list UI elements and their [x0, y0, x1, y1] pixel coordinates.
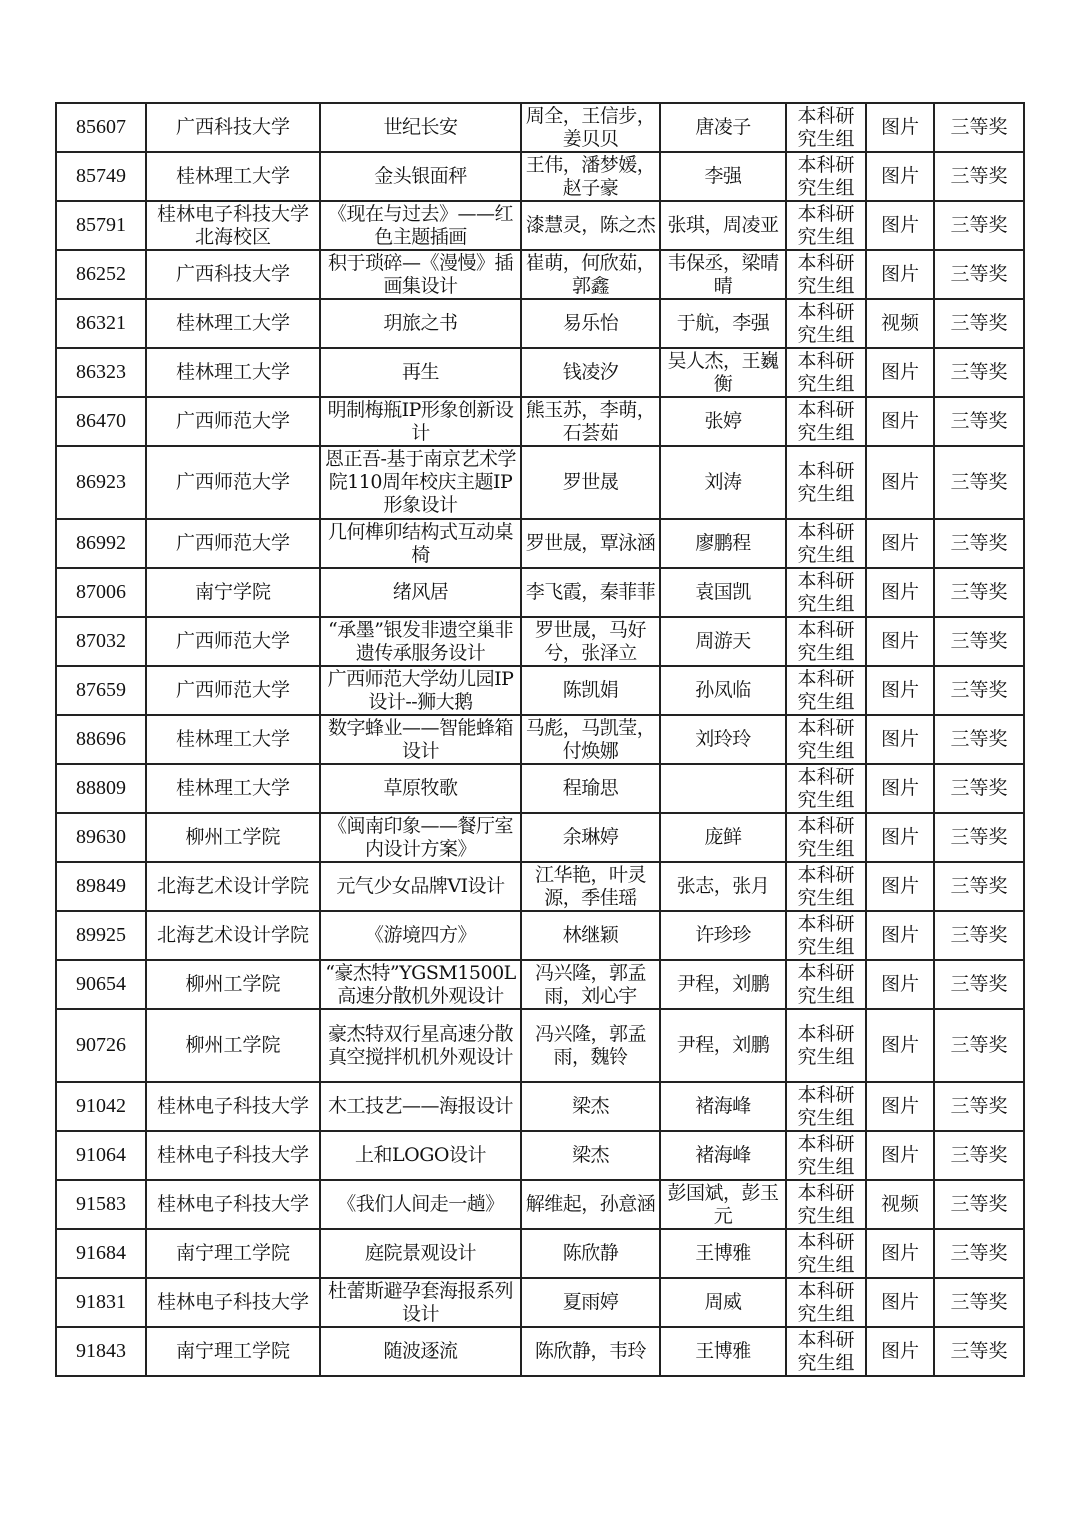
table-row: [56, 1009, 1024, 1082]
work-title-cell: 《我们人间走一趟》: [320, 1180, 521, 1229]
authors-cell: 王伟，潘梦媛，赵子豪: [521, 152, 660, 201]
group-cell: 本科研究生组: [786, 1229, 866, 1278]
table-row: [56, 666, 1024, 715]
work-title-cell: 恩正吾-基于南京艺术学院110周年校庆主题IP形象设计: [320, 446, 521, 519]
advisor-cell: 李强: [660, 152, 786, 201]
school-cell: 桂林理工大学: [146, 348, 320, 397]
award-cell: 三等奖: [934, 960, 1024, 1009]
authors-cell: 夏雨婷: [521, 1278, 660, 1327]
group-cell: 本科研究生组: [786, 446, 866, 519]
work-type-cell: 图片: [866, 1278, 934, 1327]
work-type-cell: 图片: [866, 862, 934, 911]
authors-cell: 梁杰: [521, 1082, 660, 1131]
advisor-cell: 刘涛: [660, 446, 786, 519]
authors-cell: 易乐怡: [521, 299, 660, 348]
table-row: [56, 764, 1024, 813]
table-row: [56, 201, 1024, 250]
award-cell: 三等奖: [934, 813, 1024, 862]
award-cell: 三等奖: [934, 1229, 1024, 1278]
group-cell: 本科研究生组: [786, 201, 866, 250]
authors-cell: 罗世晟，覃泳涵: [521, 519, 660, 568]
award-table: [55, 102, 1025, 1377]
school-cell: 桂林电子科技大学: [146, 1082, 320, 1131]
work-title-cell: 几何榫卯结构式互动桌椅: [320, 519, 521, 568]
work-type-cell: 图片: [866, 617, 934, 666]
table-row: [56, 446, 1024, 519]
school-cell: 桂林电子科技大学北海校区: [146, 201, 320, 250]
advisor-cell: 唐凌子: [660, 103, 786, 152]
school-cell: 广西师范大学: [146, 519, 320, 568]
work-type-cell: 图片: [866, 568, 934, 617]
table-row: [56, 1327, 1024, 1376]
table-row: [56, 960, 1024, 1009]
table-row: [56, 250, 1024, 299]
school-cell: 柳州工学院: [146, 960, 320, 1009]
authors-cell: 钱凌汐: [521, 348, 660, 397]
work-title-cell: 木工技艺——海报设计: [320, 1082, 521, 1131]
work-title-cell: 上和LOGO设计: [320, 1131, 521, 1180]
entry-id-cell: 87032: [56, 617, 146, 666]
school-cell: 柳州工学院: [146, 1009, 320, 1082]
work-title-cell: 再生: [320, 348, 521, 397]
award-cell: 三等奖: [934, 348, 1024, 397]
school-cell: 北海艺术设计学院: [146, 911, 320, 960]
work-title-cell: 《闽南印象——餐厅室内设计方案》: [320, 813, 521, 862]
advisor-cell: 许珍珍: [660, 911, 786, 960]
work-title-cell: 元气少女品牌VI设计: [320, 862, 521, 911]
entry-id-cell: 86470: [56, 397, 146, 446]
group-cell: 本科研究生组: [786, 813, 866, 862]
award-cell: 三等奖: [934, 666, 1024, 715]
table-row: [56, 1082, 1024, 1131]
advisor-cell: 王博雅: [660, 1229, 786, 1278]
work-type-cell: 图片: [866, 446, 934, 519]
entry-id-cell: 85791: [56, 201, 146, 250]
work-type-cell: 图片: [866, 519, 934, 568]
entry-id-cell: 90654: [56, 960, 146, 1009]
table-row: [56, 1278, 1024, 1327]
award-cell: 三等奖: [934, 1009, 1024, 1082]
authors-cell: 解维起，孙意涵: [521, 1180, 660, 1229]
advisor-cell: 尹程，刘鹏: [660, 1009, 786, 1082]
advisor-cell: 刘玲玲: [660, 715, 786, 764]
advisor-cell: 尹程，刘鹏: [660, 960, 786, 1009]
authors-cell: 崔萌，何欣茹，郭鑫: [521, 250, 660, 299]
entry-id-cell: 86992: [56, 519, 146, 568]
advisor-cell: 袁国凯: [660, 568, 786, 617]
school-cell: 桂林电子科技大学: [146, 1278, 320, 1327]
group-cell: 本科研究生组: [786, 1131, 866, 1180]
school-cell: 桂林理工大学: [146, 715, 320, 764]
group-cell: 本科研究生组: [786, 764, 866, 813]
authors-cell: 周全，王信步，姜贝贝: [521, 103, 660, 152]
authors-cell: 马彪，马凯莹，付焕娜: [521, 715, 660, 764]
group-cell: 本科研究生组: [786, 299, 866, 348]
entry-id-cell: 91684: [56, 1229, 146, 1278]
entry-id-cell: 87659: [56, 666, 146, 715]
table-row: [56, 617, 1024, 666]
school-cell: 北海艺术设计学院: [146, 862, 320, 911]
group-cell: 本科研究生组: [786, 103, 866, 152]
school-cell: 南宁学院: [146, 568, 320, 617]
work-type-cell: 视频: [866, 1180, 934, 1229]
work-title-cell: 积于琐碎—《漫慢》插画集设计: [320, 250, 521, 299]
table-row: [56, 299, 1024, 348]
group-cell: 本科研究生组: [786, 911, 866, 960]
group-cell: 本科研究生组: [786, 1082, 866, 1131]
entry-id-cell: 85749: [56, 152, 146, 201]
work-type-cell: 图片: [866, 1082, 934, 1131]
entry-id-cell: 87006: [56, 568, 146, 617]
entry-id-cell: 90726: [56, 1009, 146, 1082]
group-cell: 本科研究生组: [786, 348, 866, 397]
work-title-cell: “豪杰特”YGSM1500L高速分散机外观设计: [320, 960, 521, 1009]
advisor-cell: 庞鲜: [660, 813, 786, 862]
award-cell: 三等奖: [934, 201, 1024, 250]
table-row: [56, 103, 1024, 152]
authors-cell: 罗世晟，马好兮，张泽立: [521, 617, 660, 666]
table-row: [56, 152, 1024, 201]
group-cell: 本科研究生组: [786, 617, 866, 666]
group-cell: 本科研究生组: [786, 250, 866, 299]
school-cell: 桂林理工大学: [146, 764, 320, 813]
table-row: [56, 911, 1024, 960]
advisor-cell: 韦保丞，梁晴晴: [660, 250, 786, 299]
work-title-cell: 随波逐流: [320, 1327, 521, 1376]
advisor-cell: 褚海峰: [660, 1082, 786, 1131]
entry-id-cell: 91583: [56, 1180, 146, 1229]
table-row: [56, 519, 1024, 568]
work-type-cell: 图片: [866, 348, 934, 397]
award-cell: 三等奖: [934, 617, 1024, 666]
advisor-cell: 孙凤临: [660, 666, 786, 715]
award-cell: 三等奖: [934, 764, 1024, 813]
award-cell: 三等奖: [934, 299, 1024, 348]
advisor-cell: 张琪，周凌亚: [660, 201, 786, 250]
work-type-cell: 图片: [866, 152, 934, 201]
group-cell: 本科研究生组: [786, 1009, 866, 1082]
advisor-cell: 王博雅: [660, 1327, 786, 1376]
group-cell: 本科研究生组: [786, 666, 866, 715]
school-cell: 桂林电子科技大学: [146, 1180, 320, 1229]
work-title-cell: 广西师范大学幼儿园IP设计--狮大鹅: [320, 666, 521, 715]
work-type-cell: 图片: [866, 1229, 934, 1278]
work-title-cell: 草原牧歌: [320, 764, 521, 813]
award-cell: 三等奖: [934, 568, 1024, 617]
group-cell: 本科研究生组: [786, 568, 866, 617]
table-row: [56, 397, 1024, 446]
entry-id-cell: 91064: [56, 1131, 146, 1180]
authors-cell: 江华艳，叶灵源，季佳瑶: [521, 862, 660, 911]
work-title-cell: 《游境四方》: [320, 911, 521, 960]
authors-cell: 陈欣静，韦玲: [521, 1327, 660, 1376]
award-cell: 三等奖: [934, 152, 1024, 201]
award-cell: 三等奖: [934, 1327, 1024, 1376]
entry-id-cell: 86321: [56, 299, 146, 348]
work-title-cell: “承墨”银发非遗空巢非遗传承服务设计: [320, 617, 521, 666]
group-cell: 本科研究生组: [786, 519, 866, 568]
entry-id-cell: 89925: [56, 911, 146, 960]
group-cell: 本科研究生组: [786, 397, 866, 446]
work-title-cell: 豪杰特双行星高速分散真空搅拌机机外观设计: [320, 1009, 521, 1082]
authors-cell: 陈凯娟: [521, 666, 660, 715]
group-cell: 本科研究生组: [786, 1278, 866, 1327]
award-cell: 三等奖: [934, 1278, 1024, 1327]
group-cell: 本科研究生组: [786, 862, 866, 911]
work-type-cell: 图片: [866, 1131, 934, 1180]
work-title-cell: 金头银面秤: [320, 152, 521, 201]
advisor-cell: 张婷: [660, 397, 786, 446]
table-row: [56, 1131, 1024, 1180]
entry-id-cell: 91042: [56, 1082, 146, 1131]
authors-cell: 李飞霞，秦菲菲: [521, 568, 660, 617]
work-type-cell: 图片: [866, 397, 934, 446]
authors-cell: 林继颖: [521, 911, 660, 960]
work-type-cell: 图片: [866, 103, 934, 152]
award-cell: 三等奖: [934, 911, 1024, 960]
authors-cell: 程瑜思: [521, 764, 660, 813]
award-cell: 三等奖: [934, 250, 1024, 299]
school-cell: 广西师范大学: [146, 446, 320, 519]
school-cell: 桂林理工大学: [146, 152, 320, 201]
work-type-cell: 图片: [866, 201, 934, 250]
work-type-cell: 图片: [866, 911, 934, 960]
school-cell: 南宁理工学院: [146, 1327, 320, 1376]
table-row: [56, 862, 1024, 911]
award-cell: 三等奖: [934, 1131, 1024, 1180]
entry-id-cell: 89849: [56, 862, 146, 911]
award-cell: 三等奖: [934, 397, 1024, 446]
award-cell: 三等奖: [934, 103, 1024, 152]
advisor-cell: 周威: [660, 1278, 786, 1327]
award-cell: 三等奖: [934, 1082, 1024, 1131]
authors-cell: 梁杰: [521, 1131, 660, 1180]
advisor-cell: 周游天: [660, 617, 786, 666]
work-type-cell: 视频: [866, 299, 934, 348]
work-type-cell: 图片: [866, 1009, 934, 1082]
school-cell: 广西师范大学: [146, 666, 320, 715]
table-row: [56, 568, 1024, 617]
work-type-cell: 图片: [866, 666, 934, 715]
table-row: [56, 1229, 1024, 1278]
group-cell: 本科研究生组: [786, 960, 866, 1009]
group-cell: 本科研究生组: [786, 152, 866, 201]
advisor-cell: 张志，张月: [660, 862, 786, 911]
school-cell: 南宁理工学院: [146, 1229, 320, 1278]
group-cell: 本科研究生组: [786, 1180, 866, 1229]
group-cell: 本科研究生组: [786, 715, 866, 764]
table-row: [56, 1180, 1024, 1229]
authors-cell: 余琳婷: [521, 813, 660, 862]
work-type-cell: 图片: [866, 813, 934, 862]
table-row: [56, 813, 1024, 862]
advisor-cell: 于航，李强: [660, 299, 786, 348]
work-title-cell: 数字蜂业——智能蜂箱设计: [320, 715, 521, 764]
work-type-cell: 图片: [866, 960, 934, 1009]
award-cell: 三等奖: [934, 862, 1024, 911]
entry-id-cell: 91843: [56, 1327, 146, 1376]
entry-id-cell: 88696: [56, 715, 146, 764]
authors-cell: 冯兴隆，郭孟雨，刘心宇: [521, 960, 660, 1009]
work-title-cell: 绪风居: [320, 568, 521, 617]
advisor-cell: 褚海峰: [660, 1131, 786, 1180]
table-row: [56, 715, 1024, 764]
school-cell: 广西科技大学: [146, 250, 320, 299]
entry-id-cell: 86923: [56, 446, 146, 519]
authors-cell: 熊玉苏，李萌，石荟茹: [521, 397, 660, 446]
award-cell: 三等奖: [934, 446, 1024, 519]
entry-id-cell: 85607: [56, 103, 146, 152]
authors-cell: 罗世晟: [521, 446, 660, 519]
award-cell: 三等奖: [934, 519, 1024, 568]
entry-id-cell: 91831: [56, 1278, 146, 1327]
entry-id-cell: 89630: [56, 813, 146, 862]
work-title-cell: 庭院景观设计: [320, 1229, 521, 1278]
award-cell: 三等奖: [934, 1180, 1024, 1229]
table-row: [56, 348, 1024, 397]
advisor-cell: 廖鹏程: [660, 519, 786, 568]
advisor-cell: 彭国斌，彭玉元: [660, 1180, 786, 1229]
school-cell: 桂林理工大学: [146, 299, 320, 348]
entry-id-cell: 86323: [56, 348, 146, 397]
advisor-cell: [660, 764, 786, 813]
table-body: [56, 103, 1024, 1376]
school-cell: 桂林电子科技大学: [146, 1131, 320, 1180]
work-type-cell: 图片: [866, 1327, 934, 1376]
school-cell: 广西师范大学: [146, 617, 320, 666]
entry-id-cell: 88809: [56, 764, 146, 813]
school-cell: 广西师范大学: [146, 397, 320, 446]
work-type-cell: 图片: [866, 250, 934, 299]
advisor-cell: 吴人杰，王巍衡: [660, 348, 786, 397]
authors-cell: 陈欣静: [521, 1229, 660, 1278]
entry-id-cell: 86252: [56, 250, 146, 299]
school-cell: 柳州工学院: [146, 813, 320, 862]
group-cell: 本科研究生组: [786, 1327, 866, 1376]
work-title-cell: 杜蕾斯避孕套海报系列设计: [320, 1278, 521, 1327]
work-title-cell: 明制梅瓶IP形象创新设计: [320, 397, 521, 446]
work-type-cell: 图片: [866, 715, 934, 764]
work-title-cell: 世纪长安: [320, 103, 521, 152]
award-cell: 三等奖: [934, 715, 1024, 764]
authors-cell: 冯兴隆，郭孟雨，魏铃: [521, 1009, 660, 1082]
authors-cell: 漆慧灵，陈之杰: [521, 201, 660, 250]
school-cell: 广西科技大学: [146, 103, 320, 152]
work-title-cell: 玥旅之书: [320, 299, 521, 348]
work-title-cell: 《现在与过去》——红色主题插画: [320, 201, 521, 250]
work-type-cell: 图片: [866, 764, 934, 813]
